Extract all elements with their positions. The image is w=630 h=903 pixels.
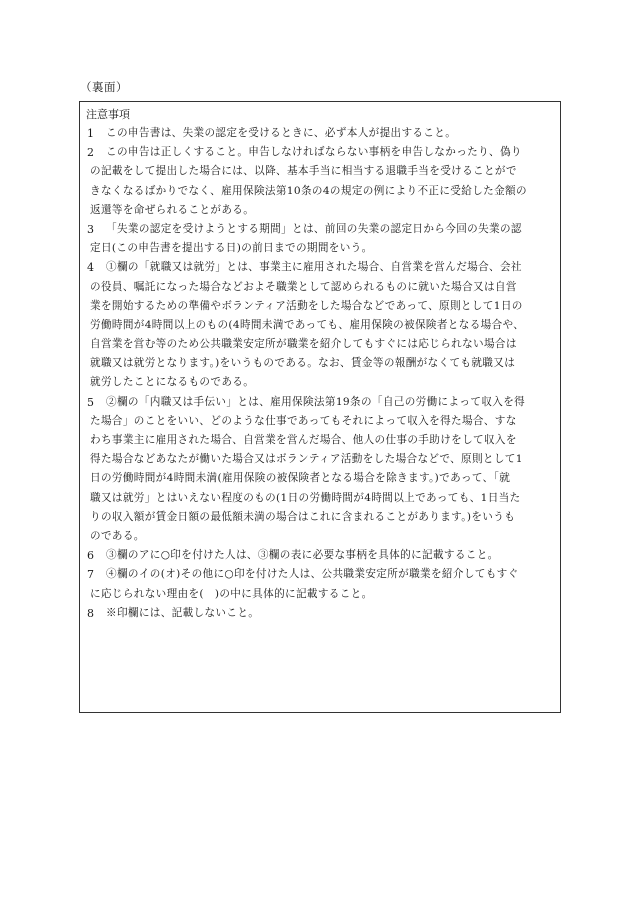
notice-item bbox=[86, 565, 554, 603]
notice-item-line: 職又は就労」とはいえない程度のもの(1日の労働時間が4時間以上であっても、1日当た bbox=[90, 491, 521, 504]
notice-item bbox=[86, 393, 554, 547]
notice-item-line: 就労したことになるものである。 bbox=[90, 376, 255, 389]
notice-item-line: 就職又は就労となります。)をいうものである。なお、賃金等の報酬がなくても就職又は bbox=[90, 357, 516, 370]
notice-item-number: 4 bbox=[87, 261, 94, 275]
notice-item-number: 7 bbox=[87, 568, 94, 582]
notice-item-line: 日の労働時間が4時間未満(雇用保険の被保険者となる場合を除きます。)であって、「就 bbox=[90, 472, 511, 485]
notice-item-line: 労働時間が4時間以上のもの(4時間未満であっても、雇用保険の被保険者となる場合や、 bbox=[90, 318, 525, 331]
notice-item-number: 1 bbox=[87, 127, 94, 140]
notice-item-number: 5 bbox=[87, 395, 94, 409]
notice-item-number: 6 bbox=[87, 549, 94, 563]
notice-item-line: きなくなるばかりでなく、雇用保険法第10条の4の規定の例により不正に受給した金額の bbox=[90, 184, 527, 197]
notice-item-text bbox=[86, 220, 554, 258]
notice-item-line: ③欄のアに○印を付けた人は、③欄の表に必要な事柄を具体的に記載すること。 bbox=[106, 549, 499, 562]
notice-item-line: た場合」のことをいい、どのような仕事であってもそれによって収入を得た場合、すな bbox=[90, 414, 517, 427]
page-side-label: （裏面） bbox=[80, 80, 128, 94]
notice-item bbox=[86, 124, 554, 143]
notice-item-line: ②欄の「内職又は手伝い」とは、雇用保険法第19条の「自己の労働によって収入を得 bbox=[106, 395, 526, 408]
notice-item-text bbox=[86, 546, 554, 565]
notice-item-line: 「失業の認定を受けようとする期間」とは、前回の失業の認定日から今回の失業の認 bbox=[106, 222, 522, 235]
notice-item-line: の役員、嘱託になった場合などおよそ職業として認められるものに就いた場合又は自営 bbox=[90, 280, 517, 293]
notice-item-line: わち事業主に雇用された場合、自営業を営んだ場合、他人の仕事の手助けをして収入を bbox=[90, 434, 517, 446]
notice-item-line: 定日(この申告書を提出する日)の前日までの期間をいう。 bbox=[90, 242, 373, 255]
notice-item-line: 業を開始するための準備やボランティア活動をした場合などであって、原則として1日の bbox=[90, 299, 523, 312]
notice-item-line: 得た場合などあなたが働いた場合又はボランティア活動をした場合などで、原則として1 bbox=[90, 453, 523, 466]
notice-item-list bbox=[86, 124, 554, 623]
notice-item-number: 8 bbox=[87, 606, 94, 620]
notice-item-number: 2 bbox=[87, 146, 94, 160]
notice-item-line: のである。 bbox=[90, 529, 145, 542]
notice-item-text bbox=[86, 565, 554, 603]
notice-item-line: ④欄のイの(オ)その他に○印を付けた人は、公共職業安定所が職業を紹介してもすぐ bbox=[106, 568, 519, 581]
notice-content bbox=[86, 105, 554, 623]
notice-item-text bbox=[86, 143, 554, 220]
notice-item-line: の記載をして提出した場合には、以降、基本手当に相当する退職手当を受けることがで bbox=[90, 165, 517, 178]
notice-item-text bbox=[86, 124, 554, 143]
notice-item bbox=[86, 220, 554, 258]
notice-box bbox=[79, 101, 561, 713]
notice-item-line: この申告書は、失業の認定を受けるときに、必ず本人が提出すること。 bbox=[106, 127, 457, 139]
notice-item-line: ※印欄には、記載しないこと。 bbox=[106, 606, 260, 619]
notice-heading: 注意事項 bbox=[86, 108, 130, 121]
notice-item-line: に応じられない理由を( )の中に具体的に記載すること。 bbox=[90, 587, 373, 600]
notice-item-line: ①欄の「就職又は就労」とは、事業主に雇用された場合、自営業を営んだ場合、会社 bbox=[106, 261, 522, 274]
notice-item-line: りの収入額が賃金日額の最低額未満の場合はこれに含まれることがあります。)をいうも bbox=[90, 510, 516, 523]
notice-item bbox=[86, 546, 554, 565]
notice-item-line: 自営業を営む等のため公共職業安定所が職業を紹介してもすぐには応じられない場合は bbox=[90, 338, 517, 351]
notice-item-number: 3 bbox=[87, 222, 94, 236]
notice-item bbox=[86, 143, 554, 220]
notice-item bbox=[86, 604, 554, 623]
notice-item-text bbox=[86, 258, 554, 392]
notice-item-line: この申告は正しくすること。申告しなければならない事柄を申告しなかったり、偽り bbox=[106, 146, 522, 159]
notice-item-text bbox=[86, 393, 554, 547]
notice-item-text bbox=[86, 604, 554, 623]
notice-item bbox=[86, 258, 554, 392]
notice-item-line: 返還等を命ぜられることがある。 bbox=[90, 203, 255, 216]
